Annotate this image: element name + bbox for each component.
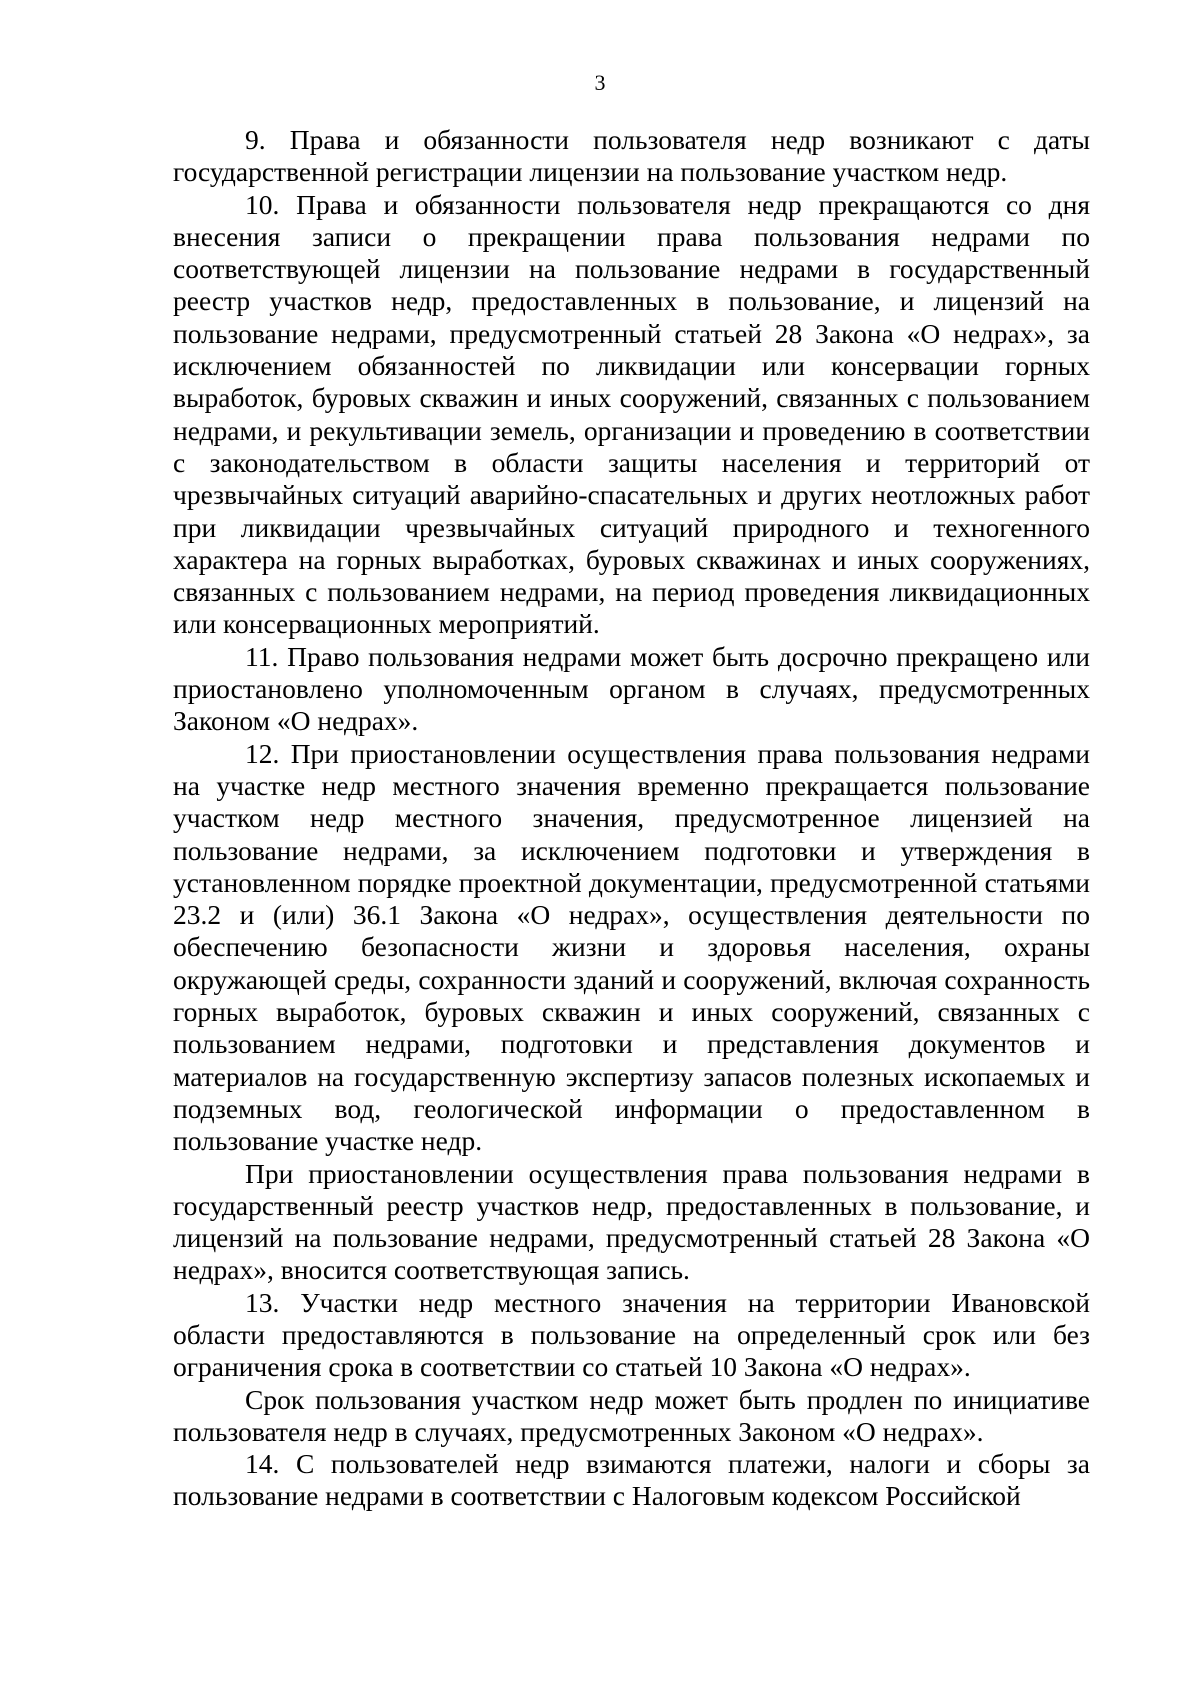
paragraph-12-continuation: При приостановлении осуществления права пользования недрами в государственный реестр участков недр, предоставленных в пользование, и лицензий на пользование недрами, предусмотренный статьей 28 Закона «О недрах», вносится соответствующая запись. xyxy=(173,1157,1090,1286)
paragraph-9: 9. Права и обязанности пользователя недр возникают с даты государственной регистрации лицензии на пользование участком недр. xyxy=(173,124,1090,188)
paragraph-12: 12. При приостановлении осуществления права пользования недрами на участке недр местного значения временно прекращается пользование участком недр местного значения, предусмотренное лицензией на пользование недрами, за исключением подготовки и утверждения в установленном порядке проектной документации, предусмотренной статьями 23.2 и (или) 36.1 Закона «О недрах», осуществления деятельности по обеспечению безопасности жизни и здоровья населения, охраны окружающей среды, сохранности зданий и сооружений, включая сохранность горных выработок, буровых скважин и иных сооружений, связанных с пользованием недрами, подготовки и представления документов и материалов на государственную экспертизу запасов полезных ископаемых и подземных вод, геологической информации о предоставленном в пользование участке недр. xyxy=(173,737,1090,1157)
document-body xyxy=(173,124,1090,1513)
paragraph-10: 10. Права и обязанности пользователя недр прекращаются со дня внесения записи о прекращении права пользования недрами по соответствующей лицензии на пользование недрами в государственный реестр участков недр, предоставленных в пользование, и лицензий на пользование недрами, предусмотренный статьей 28 Закона «О недрах», за исключением обязанностей по ликвидации или консервации горных выработок, буровых скважин и иных сооружений, связанных с пользованием недрами, и рекультивации земель, организации и проведению в соответствии с законодательством в области защиты населения и территорий от чрезвычайных ситуаций аварийно-спасательных и других неотложных работ при ликвидации чрезвычайных ситуаций природного и техногенного характера на горных выработках, буровых скважинах и иных сооружениях, связанных с пользованием недрами, на период проведения ликвидационных или консервационных мероприятий. xyxy=(173,188,1090,640)
paragraph-13: 13. Участки недр местного значения на территории Ивановской области предоставляются в пользование на определенный срок или без ограничения срока в соответствии со статьей 10 Закона «О недрах». xyxy=(173,1286,1090,1383)
paragraph-13-continuation: Срок пользования участком недр может быть продлен по инициативе пользователя недр в случаях, предусмотренных Законом «О недрах». xyxy=(173,1383,1090,1447)
page-number: 3 xyxy=(594,70,606,95)
paragraph-14: 14. С пользователей недр взимаются платежи, налоги и сборы за пользование недрами в соответствии с Налоговым кодексом Российской xyxy=(173,1448,1090,1512)
paragraph-11: 11. Право пользования недрами может быть досрочно прекращено или приостановлено уполномоченным органом в случаях, предусмотренных Законом «О недрах». xyxy=(173,640,1090,737)
